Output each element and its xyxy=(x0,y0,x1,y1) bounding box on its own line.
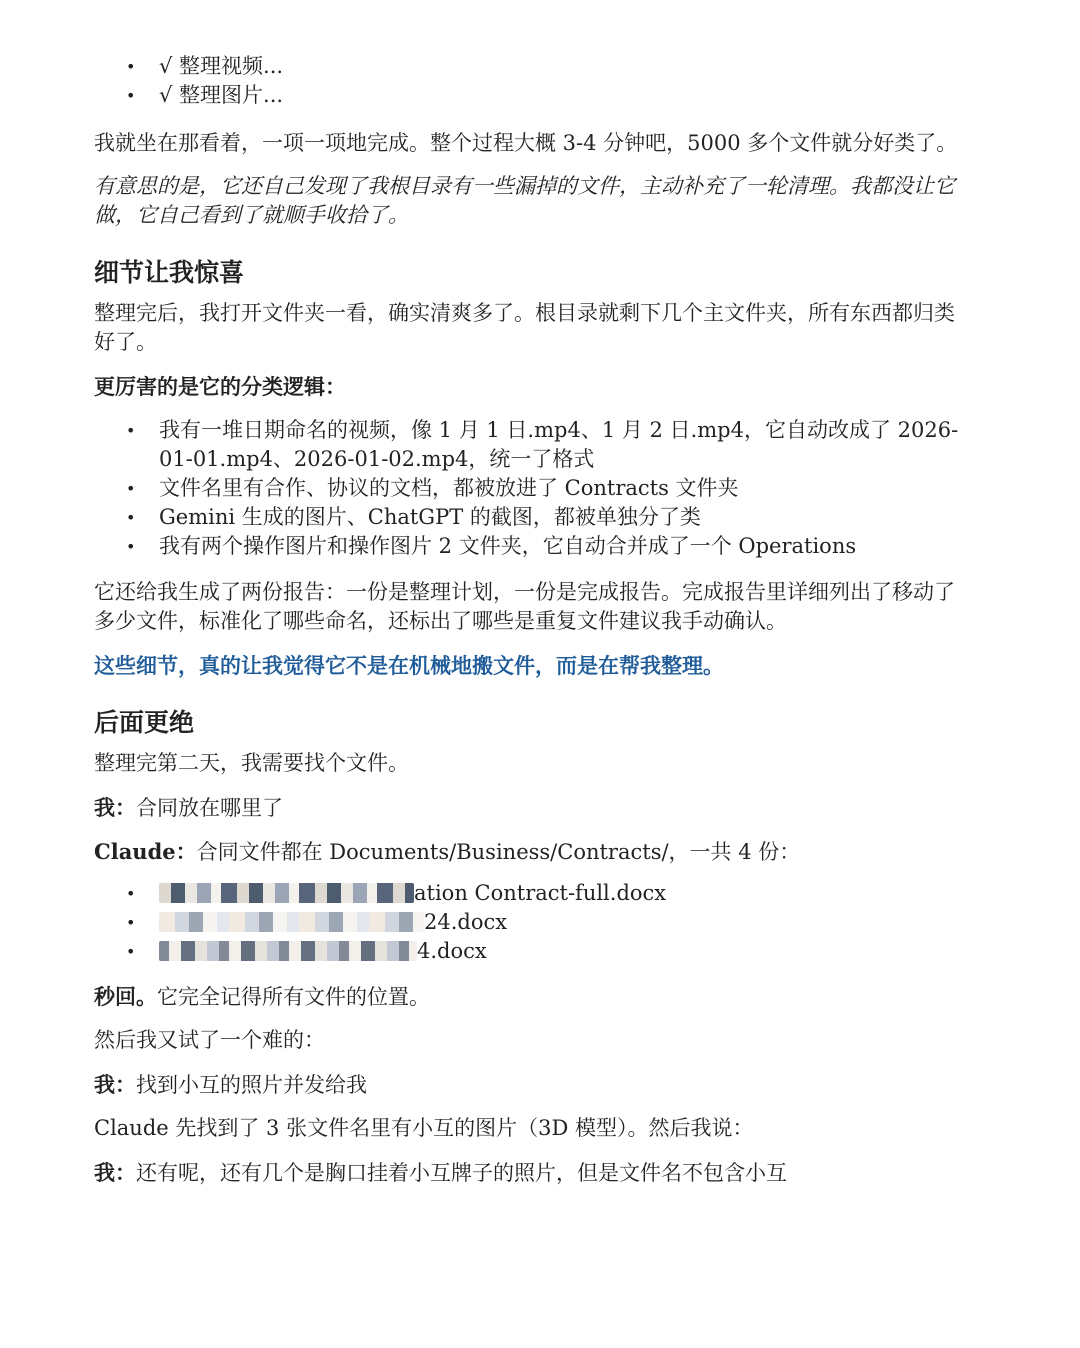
list-item: • √ 整理视频... xyxy=(94,52,974,81)
list-item: • 文件名里有合作、协议的文档，都被放进了 Contracts 文件夹 xyxy=(94,474,974,503)
emphasis-text: 秒回。 xyxy=(94,984,157,1009)
redacted-filename xyxy=(159,912,424,932)
list-item: • √ 整理图片... xyxy=(94,81,974,110)
speaker-label: Claude： xyxy=(94,839,197,864)
document-body xyxy=(94,48,974,1188)
speaker-label: 我： xyxy=(94,1160,136,1185)
dialogue-line xyxy=(94,793,974,823)
bullet-icon: • xyxy=(126,508,136,527)
bullet-icon: • xyxy=(126,86,136,105)
list-item: • ation Contract-full.docx xyxy=(94,879,974,908)
paragraph-italic: 有意思的是，它还自己发现了我根目录有一些漏掉的文件，主动补充了一轮清理。我都没让它做，它自己看到了就顺手收拾了。 xyxy=(94,174,955,227)
list-item: • 我有两个操作图片和操作图片 2 文件夹，它自动合并成了一个 Operations xyxy=(94,532,974,561)
dialogue-line xyxy=(94,1158,974,1188)
speaker-label: 我： xyxy=(94,795,136,820)
paragraph-bold: 更厉害的是它的分类逻辑： xyxy=(94,374,346,399)
file-list xyxy=(94,879,974,966)
paragraph: 秒回。它完全记得所有文件的位置。 xyxy=(94,984,430,1009)
paragraph: 整理完后，我打开文件夹一看，确实清爽多了。根目录就剩下几个主文件夹，所有东西都归类好了。 xyxy=(94,301,955,354)
bullet-icon: • xyxy=(126,537,136,556)
bullet-icon: • xyxy=(126,942,136,961)
list-item: • Gemini 生成的图片、ChatGPT 的截图，都被单独分了类 xyxy=(94,503,974,532)
section-heading: 后面更绝 xyxy=(94,708,195,737)
dialogue-line xyxy=(94,837,974,867)
paragraph: 整理完第二天，我需要找个文件。 xyxy=(94,751,409,775)
bullet-icon: • xyxy=(126,421,136,440)
logic-list xyxy=(94,416,974,561)
paragraph: Claude 先找到了 3 张文件名里有小互的图片（3D 模型）。然后我说： xyxy=(94,1116,754,1140)
bullet-icon: • xyxy=(126,884,136,903)
checklist xyxy=(94,52,974,110)
paragraph: 它还给我生成了两份报告：一份是整理计划，一份是完成报告。完成报告里详细列出了移动了多少文件，标准化了哪些命名，还标出了哪些是重复文件建议我手动确认。 xyxy=(94,580,955,633)
dialogue-text: 合同放在哪里了 xyxy=(136,796,283,820)
bullet-icon: • xyxy=(126,57,136,76)
paragraph: 然后我又试了一个难的： xyxy=(94,1028,325,1052)
dialogue-text: 找到小互的照片并发给我 xyxy=(136,1073,367,1097)
list-item: • 24.docx xyxy=(94,908,974,937)
redacted-filename xyxy=(159,941,417,961)
bullet-icon: • xyxy=(126,913,136,932)
dialogue-text: 合同文件都在 Documents/Business/Contracts/，一共 4 份： xyxy=(196,840,801,864)
list-item: • 4.docx xyxy=(94,937,974,966)
bullet-icon: • xyxy=(126,479,136,498)
paragraph: 我就坐在那看着，一项一项地完成。整个过程大概 3-4 分钟吧，5000 多个文件就分好类了。 xyxy=(94,131,958,155)
dialogue-text: 还有呢，还有几个是胸口挂着小互牌子的照片，但是文件名不包含小互 xyxy=(136,1161,787,1185)
redacted-filename xyxy=(159,883,414,903)
section-heading: 细节让我惊喜 xyxy=(94,258,245,287)
speaker-label: 我： xyxy=(94,1072,136,1097)
dialogue-line xyxy=(94,1070,974,1100)
list-item: • 我有一堆日期命名的视频，像 1 月 1 日.mp4、1 月 2 日.mp4，它自动改成了 2026-01-01.mp4、2026-01-02.mp4，统一了格式 xyxy=(126,418,959,471)
highlight-paragraph: 这些细节，真的让我觉得它不是在机械地搬文件，而是在帮我整理。 xyxy=(94,653,724,678)
